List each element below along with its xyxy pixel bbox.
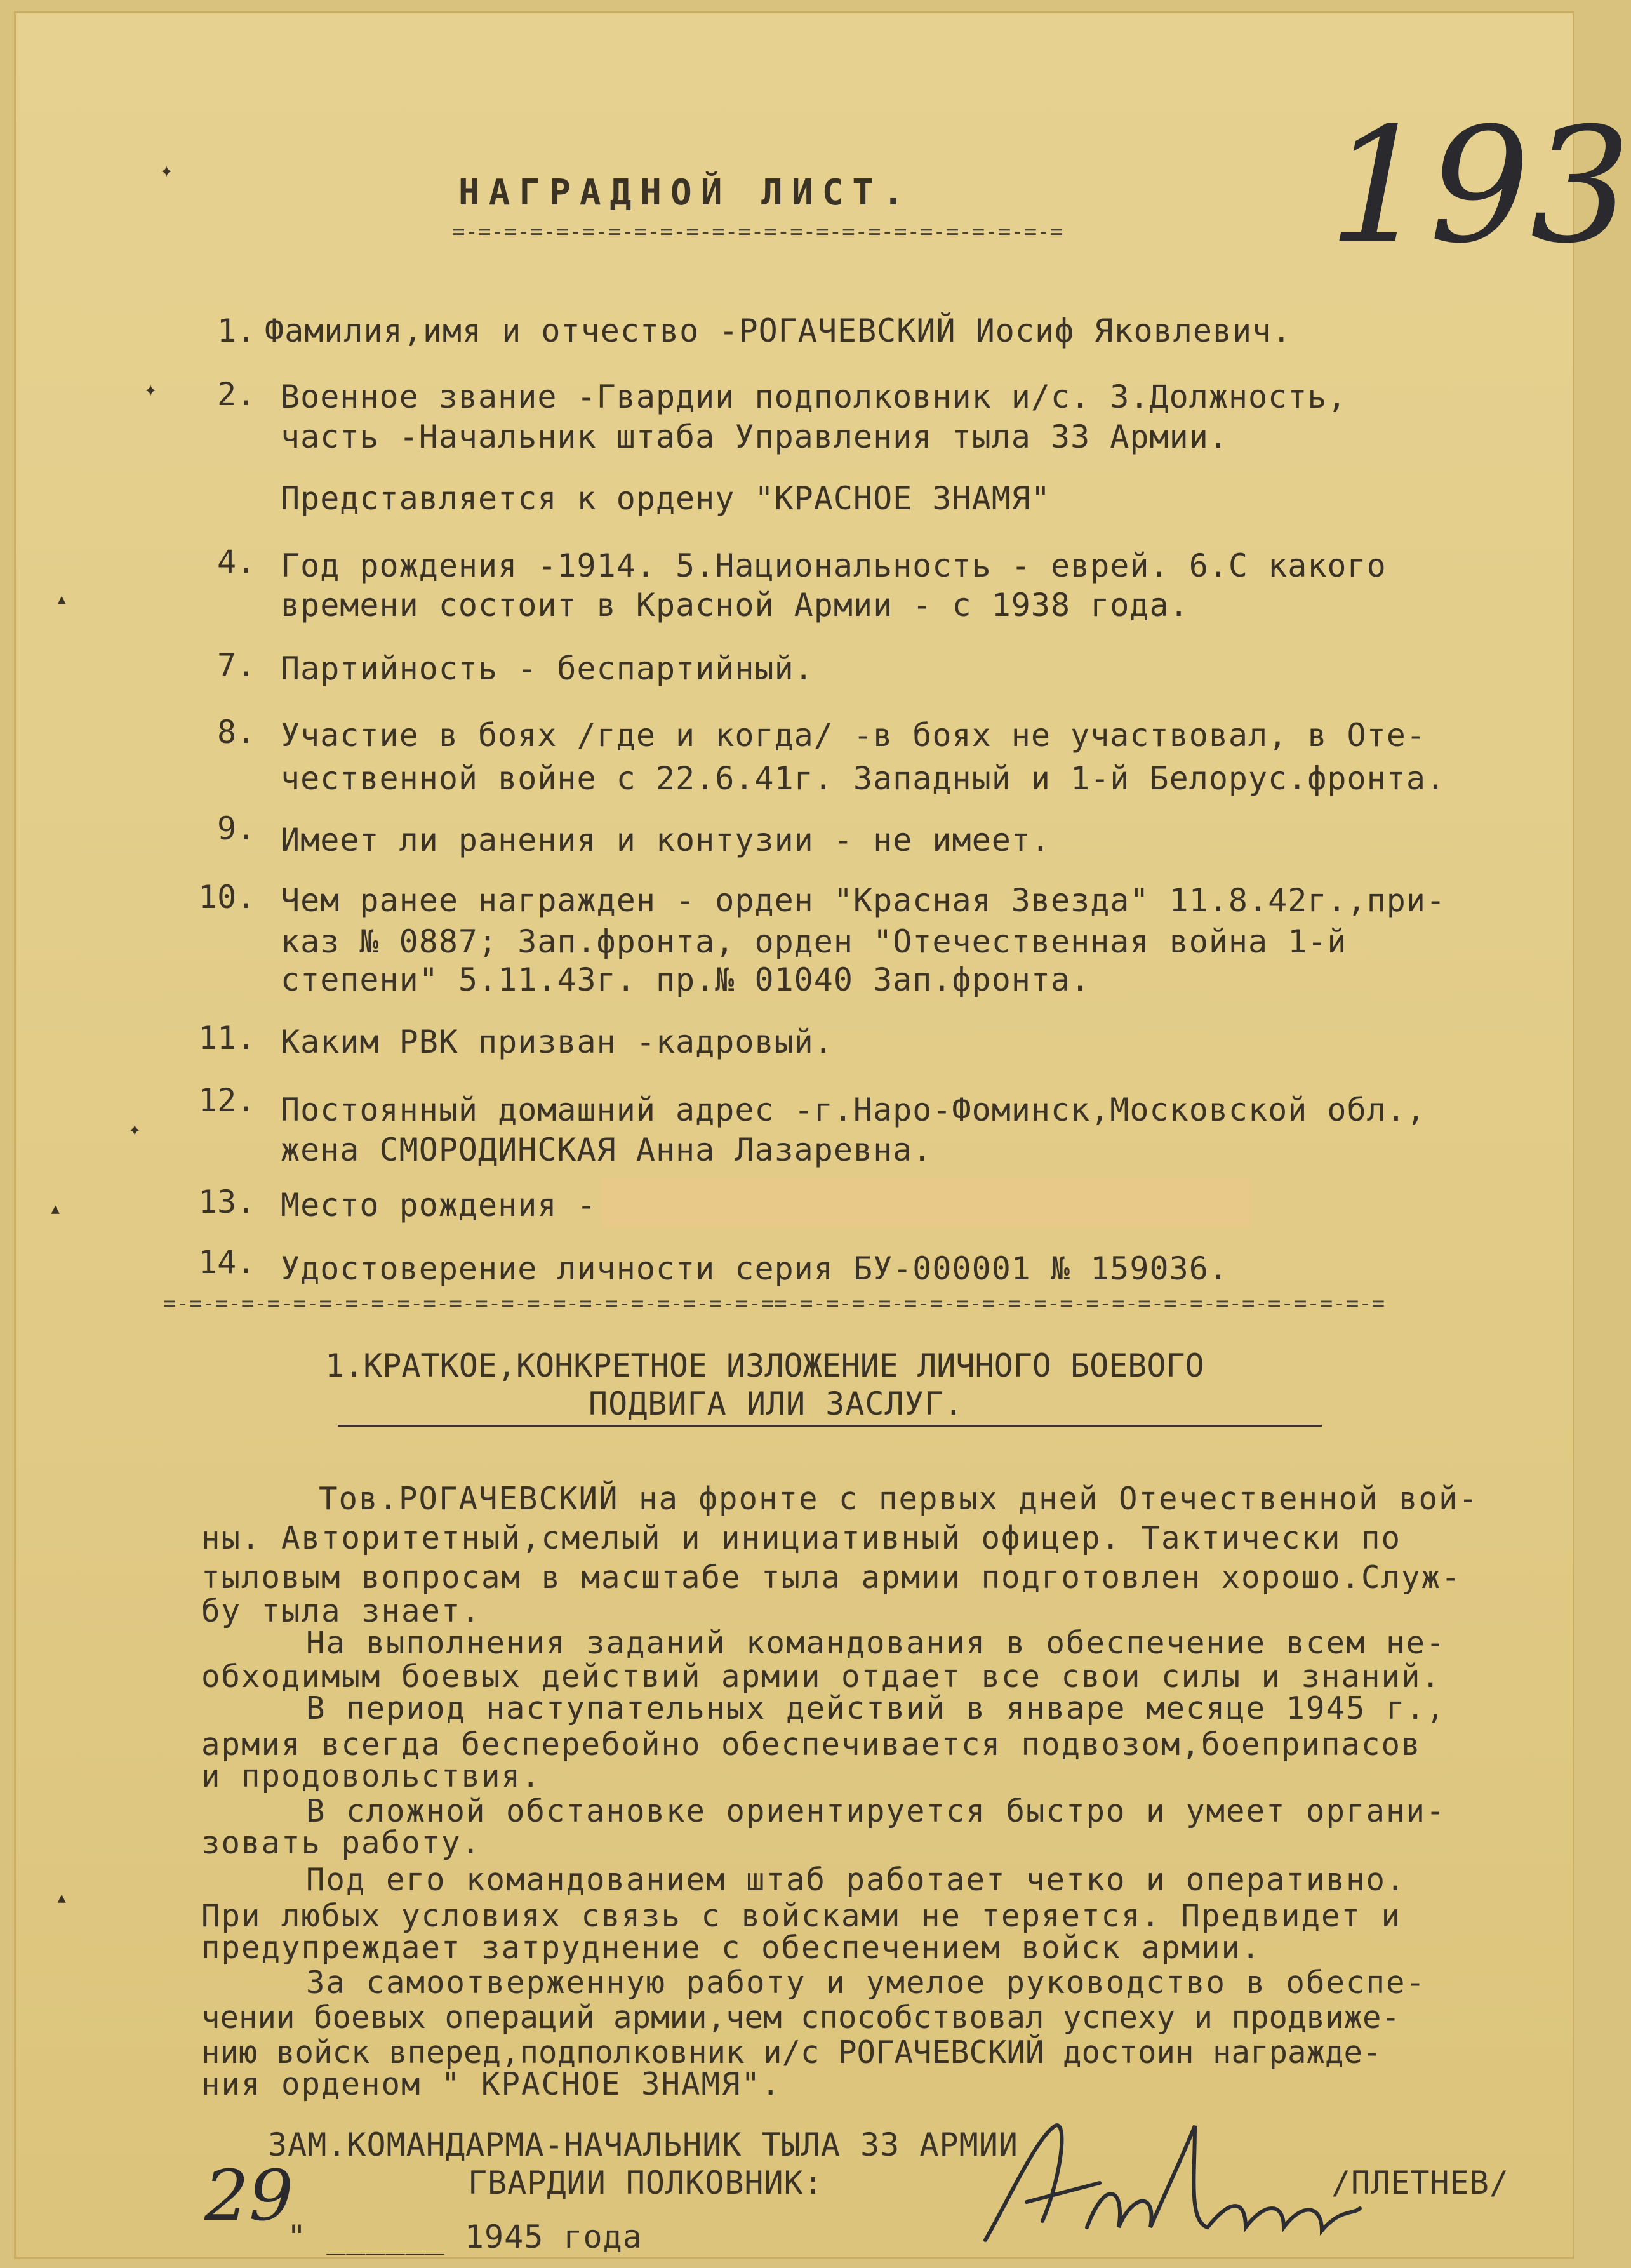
punch-mark: ▴ <box>55 586 69 611</box>
presented-for-order: Представляется к ордену "КРАСНОЕ ЗНАМЯ" <box>281 480 1051 517</box>
signer-name: /ПЛЕТНЕВ/ <box>1331 2165 1509 2201</box>
item-number: 7. <box>217 647 256 684</box>
handwritten-signature <box>966 2100 1373 2259</box>
signer-title: ЗАМ.КОМАНДАРМА-НАЧАЛЬНИК ТЫЛА 33 АРМИИ <box>268 2126 1018 2163</box>
body-line: За самоотверженную работу и умелое руководство в обеспе- <box>306 1964 1427 2001</box>
item-line: Чем ранее награжден - орден "Красная Звезда" 11.8.42г.,при- <box>281 882 1446 919</box>
body-line: тыловым вопросам в масштабе тыла армии подготовлен хорошо.Служ- <box>201 1559 1461 1596</box>
item-number: 4. <box>217 544 256 580</box>
handwritten-date-day: 29 <box>204 2155 293 2236</box>
item-line: Постоянный домашний адрес -г.Наро-Фоминск,Московской обл., <box>281 1091 1426 1128</box>
document-title: НАГРАДНОЙ ЛИСТ. <box>458 172 913 213</box>
item-line: Партийность - беспартийный. <box>281 650 814 687</box>
item-number: 8. <box>217 714 256 750</box>
section-heading: ПОДВИГА ИЛИ ЗАСЛУГ. <box>589 1385 964 1422</box>
punch-mark: ✦ <box>160 157 173 183</box>
punch-mark: ✦ <box>144 377 157 402</box>
body-line: зовать работу. <box>201 1825 482 1861</box>
body-line: бу тыла знает. <box>201 1593 482 1629</box>
item-line: чественной войне с 22.6.41г. Западный и 1-й Белорус.фронта. <box>281 760 1446 797</box>
redacted-birthplace <box>601 1178 1250 1228</box>
separator-text: =-=-=-=-=-=-=-=-=-=-=-=-=-=-=-=-=-=-=-=-=-=-=-= <box>774 1291 1385 1316</box>
body-line: Тов.РОГАЧЕВСКИЙ на фронте с первых дней Отечественной вой- <box>319 1481 1479 1517</box>
item-line: часть -Начальник штаба Управления тыла 33 Армии. <box>281 418 1228 455</box>
body-line: обходимым боевых действий армии отдает все свои силы и знаний. <box>201 1658 1442 1695</box>
body-line: В сложной обстановке ориентируется быстро и умеет органи- <box>306 1793 1446 1829</box>
item-line: Год рождения -1914. 5.Национальность - еврей. 6.С какого <box>281 547 1387 584</box>
body-line: чении боевых операций армии,чем способствовал успеху и продвиже- <box>201 1999 1401 2036</box>
item-line: каз № 0887; Зап.фронта, орден "Отечественная война 1-й <box>281 923 1347 960</box>
handwritten-page-number: 193 <box>1328 93 1631 278</box>
separator-text: =-=-=-=-=-=-=-=-=-=-=-=-=-=-=-=-=-=-=-=-=-=-=-= <box>163 1291 775 1316</box>
punch-mark: ▴ <box>55 1884 69 1910</box>
item-number: 10. <box>198 879 256 916</box>
body-line: и продовольствия. <box>201 1758 542 1794</box>
item-line: Военное звание -Гвардии подполковник и/с. 3.Должность, <box>281 378 1347 415</box>
item-line: времени состоит в Красной Армии - с 1938 года. <box>281 587 1189 624</box>
heading-underline <box>338 1425 1322 1427</box>
signer-rank: ГВАРДИИ ПОЛКОВНИК: <box>468 2165 823 2201</box>
item-line: Каким РВК призван -кадровый. <box>281 1024 834 1060</box>
item-number: 11. <box>198 1020 256 1057</box>
body-line: предупреждает затруднение с обеспечением войск армии. <box>201 1930 1262 1966</box>
item-number: 13. <box>198 1184 256 1220</box>
item-line: Участие в боях /где и когда/ -в боях не участвовал, в Оте- <box>281 717 1426 754</box>
punch-mark: ▴ <box>49 1196 62 1221</box>
item-line: Имеет ли ранения и контузии - не имеет. <box>281 822 1051 858</box>
body-line: ния орденом " КРАСНОЕ ЗНАМЯ". <box>201 2066 782 2102</box>
item-line: степени" 5.11.43г. пр.№ 01040 Зап.фронта. <box>281 961 1091 998</box>
item-line: Фамилия,имя и отчество -РОГАЧЕВСКИЙ Иосиф Яковлевич. <box>265 312 1292 349</box>
document-sheet <box>14 11 1631 2259</box>
body-line: нию войск вперед,подполковник и/с РОГАЧЕВСКИЙ достоин награжде- <box>201 2034 1381 2071</box>
section-heading: 1.КРАТКОЕ,КОНКРЕТНОЕ ИЗЛОЖЕНИЕ ЛИЧНОГО БОЕВОГО <box>325 1347 1204 1384</box>
punch-mark: ✦ <box>128 1116 142 1142</box>
item-line: Место рождения - <box>281 1187 597 1224</box>
body-line: При любых условиях связь с войсками не теряется. Предвидет и <box>201 1898 1402 1934</box>
item-number: 9. <box>217 810 256 847</box>
body-line: ны. Авторитетный,смелый и инициативный офицер. Тактически по <box>201 1520 1402 1556</box>
body-line: На выполнения заданий командования в обеспечение всем не- <box>306 1625 1446 1661</box>
section-separator <box>163 1293 1563 1314</box>
item-line: жена СМОРОДИНСКАЯ Анна Лазаревна. <box>281 1131 933 1168</box>
title-underline: =-=-=-=-=-=-=-=-=-=-=-=-=-=-=-=-=-=-=-=-=-=-=-= <box>452 219 1063 244</box>
body-line: армия всегда бесперебойно обеспечивается подвозом,боеприпасов <box>201 1726 1421 1763</box>
body-line: В период наступательных действий в январе месяце 1945 г., <box>306 1690 1446 1726</box>
item-number: 2. <box>217 376 256 413</box>
item-number: 1. <box>217 312 256 349</box>
item-number: 14. <box>198 1244 256 1281</box>
item-line: Удостоверение личности серия БУ-000001 № 159036. <box>281 1250 1228 1287</box>
item-number: 12. <box>198 1082 256 1119</box>
body-line: Под его командованием штаб работает четко и оперативно. <box>306 1862 1406 1898</box>
date-line: " ______ 1945 года <box>287 2218 642 2255</box>
